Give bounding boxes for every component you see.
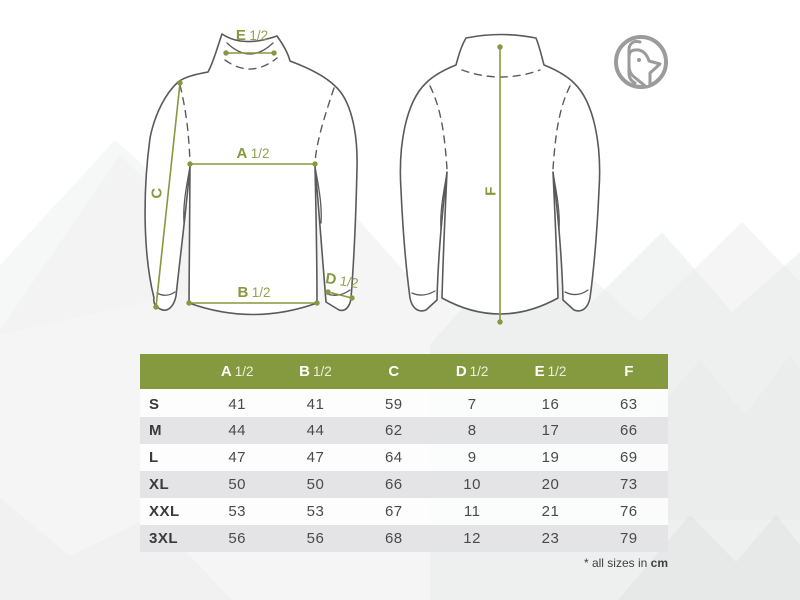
table-cell: 66 (384, 476, 403, 493)
measure-fraction: 1/2 (251, 285, 271, 300)
footnote-unit: cm (650, 556, 668, 570)
measure-letter: E (235, 27, 247, 44)
table-cell: 53 (306, 503, 325, 520)
table-cell: 20 (541, 476, 560, 493)
table-cell: 16 (541, 395, 560, 413)
measure-label-b (237, 284, 270, 301)
size-table (140, 354, 668, 552)
measure-letter: F (482, 186, 500, 196)
table-row-3xl (140, 525, 668, 552)
measure-label-a (236, 145, 269, 162)
table-cell: 68 (384, 530, 403, 547)
table-cell: 8 (467, 422, 477, 439)
row-label: M (149, 422, 162, 439)
table-cell: 76 (619, 503, 638, 520)
table-cell: 79 (619, 530, 638, 547)
table-cell: 21 (541, 503, 560, 520)
table-cell: 11 (463, 503, 481, 520)
table-cell: 19 (541, 449, 560, 466)
row-label: L (149, 449, 159, 466)
table-cell: 53 (228, 503, 246, 520)
table-corner-cell (140, 354, 198, 390)
table-cell: 41 (228, 395, 246, 413)
measure-letter: D (324, 270, 339, 289)
measure-letter: B (237, 284, 249, 301)
table-cell: 62 (384, 422, 403, 439)
table-cell: 23 (541, 530, 560, 547)
table-cell: 56 (228, 530, 246, 547)
measure-fraction: 1/2 (338, 273, 360, 291)
table-cell: 10 (463, 476, 481, 493)
table-cell: 64 (384, 449, 403, 466)
table-cell: 66 (619, 422, 638, 439)
table-row-l (140, 444, 668, 471)
table-cell: 73 (619, 476, 638, 493)
table-cell: 50 (228, 476, 246, 493)
row-label: XL (149, 476, 170, 493)
table-cell: 67 (384, 503, 403, 520)
row-label: 3XL (149, 530, 179, 547)
row-label: S (149, 395, 160, 413)
table-cell: 12 (463, 530, 481, 547)
column-header-a: A 1/2 (198, 354, 276, 390)
table-cell: 63 (619, 395, 638, 413)
table-cell: 44 (228, 422, 246, 439)
table-row-xl (140, 471, 668, 498)
table-cell: 17 (541, 422, 560, 439)
ibex-head-circle-logo-icon (612, 33, 670, 91)
measure-fraction: 1/2 (250, 146, 270, 161)
table-row-xxl (140, 498, 668, 525)
table-cell: 41 (306, 395, 325, 413)
footnote-text: * all sizes in (583, 556, 651, 570)
measure-letter: C (148, 187, 166, 199)
table-cell: 7 (467, 395, 477, 413)
table-cell: 47 (228, 449, 246, 466)
column-header-f: F (590, 354, 668, 390)
column-header-d: D 1/2 (433, 354, 511, 390)
measure-letter: A (236, 145, 248, 162)
table-cell: 9 (467, 449, 477, 466)
units-footnote (140, 556, 668, 570)
measure-fraction: 1/2 (249, 28, 269, 43)
table-cell: 44 (306, 422, 325, 439)
table-cell: 59 (384, 395, 403, 413)
table-row-m (140, 417, 668, 444)
measure-label-c (149, 187, 166, 198)
column-header-b: B 1/2 (276, 354, 354, 390)
column-header-c: C (355, 354, 433, 390)
measure-label-e (236, 27, 268, 44)
table-cell: 56 (306, 530, 325, 547)
jacket-back-drawing (390, 10, 650, 340)
table-header-row (140, 354, 668, 390)
measure-label-f (483, 186, 500, 196)
table-cell: 47 (306, 449, 325, 466)
table-row-s (140, 390, 668, 417)
row-label: XXL (149, 503, 180, 520)
table-cell: 69 (619, 449, 638, 466)
table-cell: 50 (306, 476, 325, 493)
column-header-e: E 1/2 (511, 354, 589, 390)
